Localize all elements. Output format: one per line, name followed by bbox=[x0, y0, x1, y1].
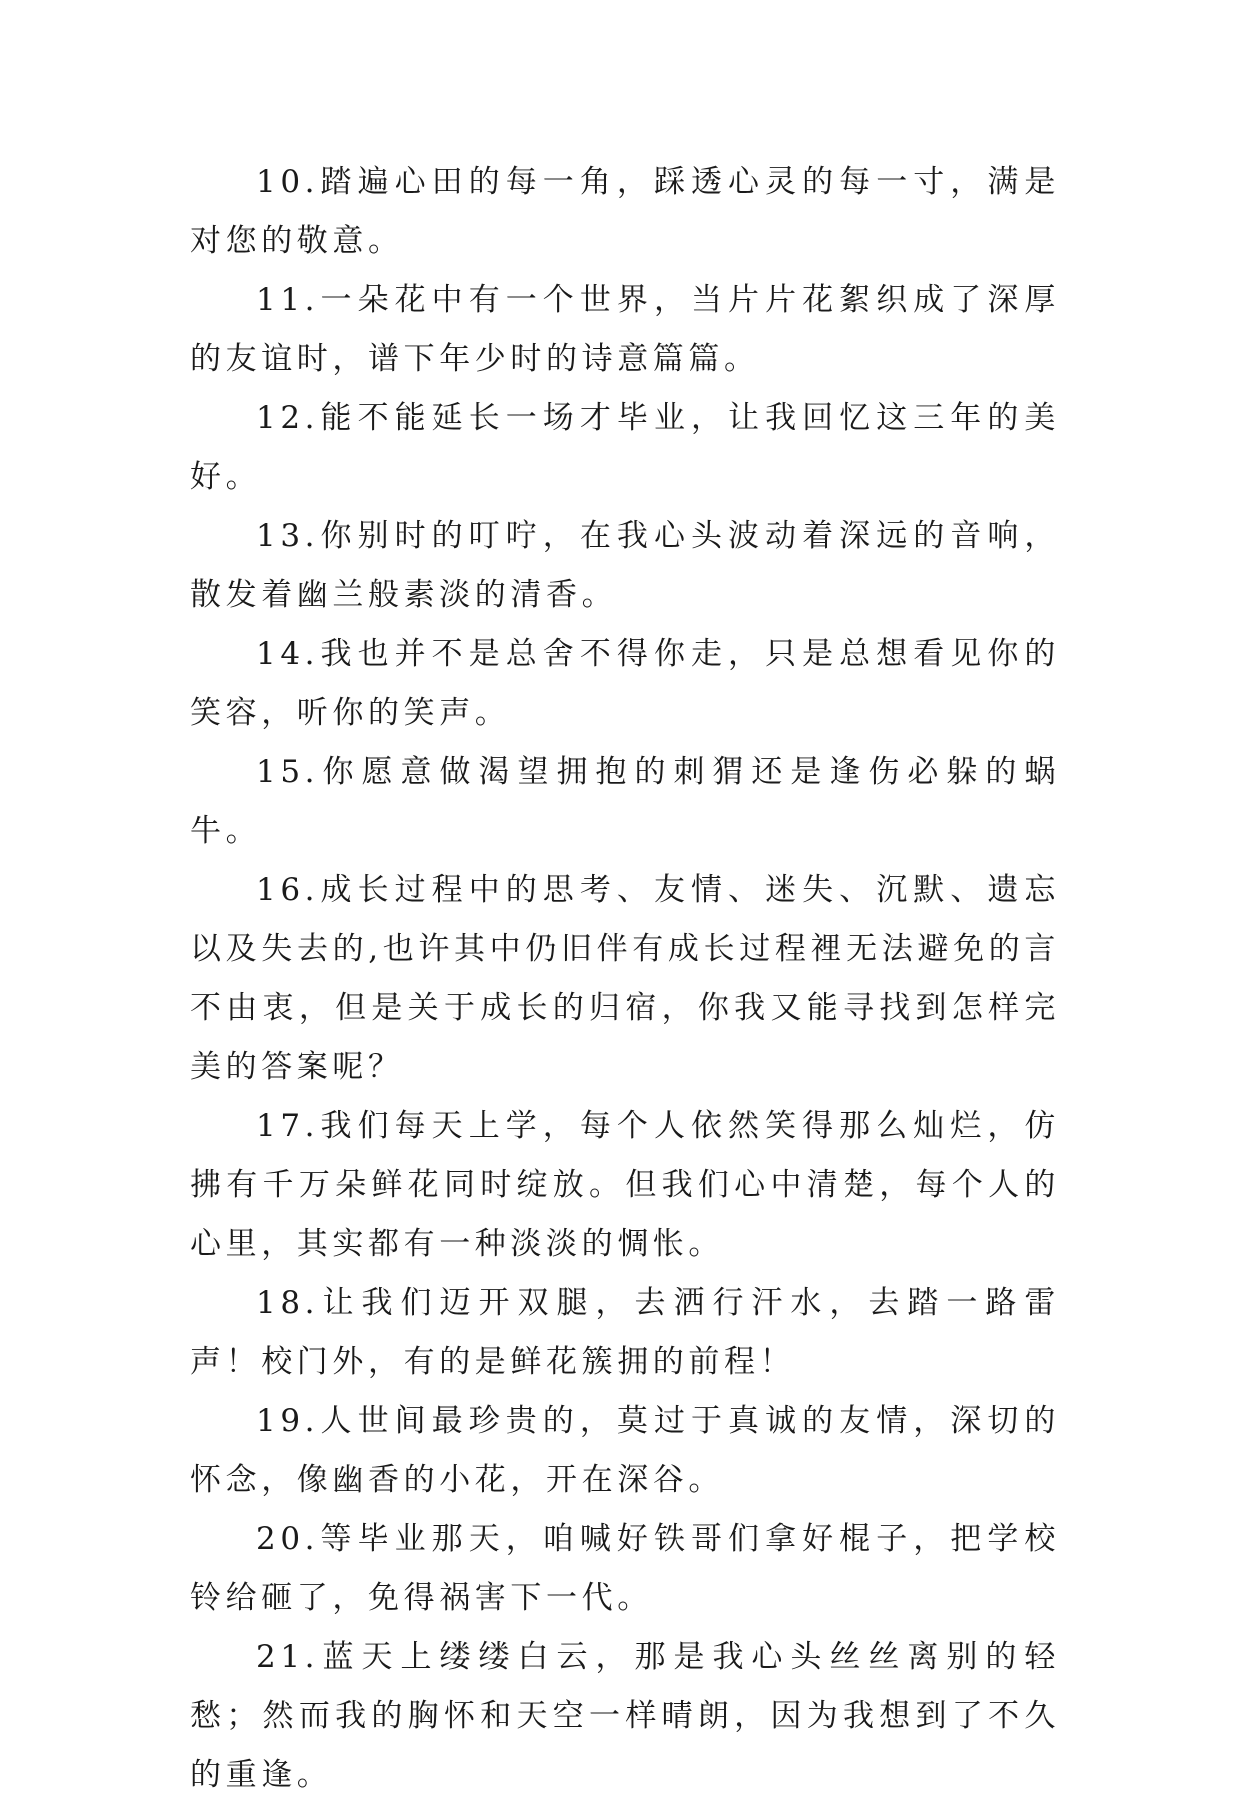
paragraph-19: 19.人世间最珍贵的，莫过于真诚的友情，深切的怀念，像幽香的小花，开在深谷。 bbox=[190, 1403, 1060, 1498]
paragraph-17: 17.我们每天上学，每个人依然笑得那么灿烂，仿拂有千万朵鲜花同时绽放。但我们心中清楚，每个人的心里，其实都有一种淡淡的惆怅。 bbox=[190, 1108, 1060, 1262]
paragraph-18: 18.让我们迈开双腿，去洒行汗水，去踏一路雷声！校门外，有的是鲜花簇拥的前程！ bbox=[190, 1285, 1060, 1380]
paragraph-14: 14.我也并不是总舍不得你走，只是总想看见你的笑容，听你的笑声。 bbox=[190, 636, 1060, 731]
paragraph-20: 20.等毕业那天，咱喊好铁哥们拿好棍子，把学校铃给砸了，免得祸害下一代。 bbox=[190, 1521, 1060, 1616]
paragraph-21: 21.蓝天上缕缕白云，那是我心头丝丝离别的轻愁；然而我的胸怀和天空一样晴朗，因为我想到了不久的重逢。 bbox=[190, 1639, 1060, 1793]
document-body bbox=[190, 153, 1060, 1805]
paragraph-12: 12.能不能延长一场才毕业，让我回忆这三年的美好。 bbox=[190, 400, 1060, 495]
paragraph-10: 10.踏遍心田的每一角，踩透心灵的每一寸，满是对您的敬意。 bbox=[190, 164, 1060, 259]
paragraph-13: 13.你别时的叮咛，在我心头波动着深远的音响，散发着幽兰般素淡的清香。 bbox=[190, 518, 1060, 613]
paragraph-15: 15.你愿意做渴望拥抱的刺猬还是逢伤必躲的蜗牛。 bbox=[190, 754, 1060, 849]
paragraph-16: 16.成长过程中的思考、友情、迷失、沉默、遗忘以及失去的,也许其中仍旧伴有成长过程裡无法避免的言不由衷，但是关于成长的归宿，你我又能寻找到怎样完美的答案呢？ bbox=[190, 872, 1060, 1085]
paragraph-11: 11.一朵花中有一个世界，当片片花絮织成了深厚的友谊时，谱下年少时的诗意篇篇。 bbox=[190, 282, 1060, 377]
